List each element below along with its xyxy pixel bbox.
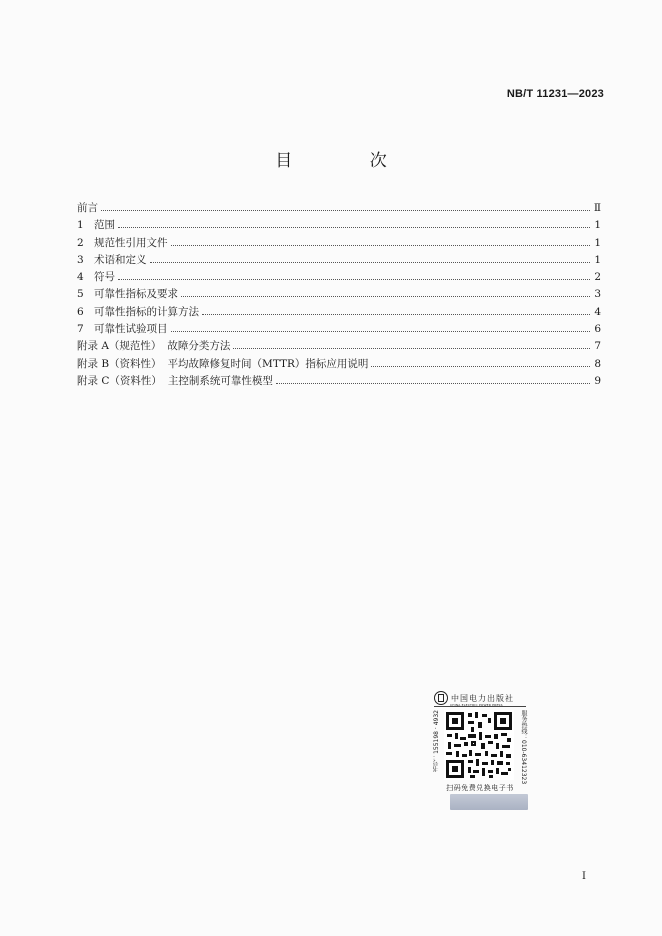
page-title: 目 次 <box>275 151 423 171</box>
toc-leader-dots <box>101 202 590 211</box>
toc-entry-page: 4 <box>594 305 601 318</box>
toc-entry-label: 主控制系统可靠性模型 <box>167 374 273 387</box>
toc-leader-dots <box>202 306 590 315</box>
toc-leader-dots <box>118 271 590 280</box>
publisher-name-en: CHINA ELECTRIC POWER PRESS <box>450 703 503 707</box>
publisher-logo-icon <box>434 691 448 705</box>
toc-entry-5[interactable] <box>77 286 601 303</box>
toc-entry-number: 附录 A（规范性） <box>77 340 162 353</box>
toc-entry-3[interactable] <box>77 252 601 269</box>
toc-leader-dots <box>233 340 590 349</box>
toc-leader-dots <box>118 219 590 228</box>
toc-leader-dots <box>171 323 591 332</box>
toc-leader-dots <box>181 288 590 297</box>
toc-entry-appendix-c[interactable] <box>77 373 601 390</box>
toc-entry-page: 8 <box>594 357 601 370</box>
toc-entry-page: 3 <box>594 288 601 301</box>
toc-entry-number: 7 <box>77 323 84 336</box>
toc-entry-label: 可靠性指标的计算方法 <box>94 305 199 318</box>
toc-leader-dots <box>371 358 590 367</box>
toc-entry-number: 附录 C（资料性） <box>77 374 162 387</box>
toc-entry-number: 附录 B（资料性） <box>77 357 162 370</box>
page-number: I <box>582 871 586 882</box>
hotline-text: 服务热线：010-63412323 <box>520 710 527 785</box>
toc-entry-4[interactable] <box>77 269 601 286</box>
toc-entry-label: 可靠性试验项目 <box>94 323 168 336</box>
scratch-code-panel[interactable] <box>450 794 528 810</box>
toc-entry-7[interactable] <box>77 321 601 338</box>
toc-entry-page: 6 <box>594 323 601 336</box>
isbn-text: 书号：155198 · 4932 <box>433 710 440 772</box>
toc-entry-label: 术语和定义 <box>94 253 147 266</box>
qr-caption: 扫码免费兑换电子书 <box>446 784 514 792</box>
toc-leader-dots <box>171 237 591 246</box>
toc-entry-number: 5 <box>77 288 84 301</box>
toc-entry-page: 1 <box>594 219 601 232</box>
toc-entry-page: Ⅱ <box>593 202 601 214</box>
toc-entry-page: 9 <box>594 374 601 387</box>
standard-code: NB/T 11231—2023 <box>506 88 604 100</box>
toc-entry-number: 1 <box>77 219 84 232</box>
toc-entry-page: 1 <box>594 236 601 249</box>
publisher-name: 中国电力出版社 <box>451 693 514 703</box>
table-of-contents <box>77 200 601 390</box>
toc-entry-number: 6 <box>77 305 84 318</box>
toc-entry-appendix-a[interactable] <box>77 338 601 355</box>
toc-entry-label: 范围 <box>94 219 115 232</box>
toc-entry-label: 规范性引用文件 <box>94 236 168 249</box>
toc-entry-number: 4 <box>77 271 84 284</box>
toc-entry-label: 符号 <box>94 271 115 284</box>
toc-leader-dots <box>150 254 591 263</box>
toc-entry-number: 2 <box>77 236 84 249</box>
toc-entry-page: 1 <box>594 253 601 266</box>
toc-entry-foreword[interactable] <box>77 200 601 217</box>
toc-entry-label: 可靠性指标及要求 <box>94 288 178 301</box>
toc-entry-6[interactable] <box>77 304 601 321</box>
toc-entry-label: 平均故障修复时间（MTTR）指标应用说明 <box>167 357 369 370</box>
toc-entry-page: 2 <box>594 271 601 284</box>
qr-code-icon[interactable] <box>444 710 514 780</box>
toc-entry-label: 故障分类方法 <box>167 340 231 353</box>
publisher-qr-sticker <box>432 690 528 812</box>
toc-entry-2[interactable] <box>77 235 601 252</box>
toc-entry-page: 7 <box>594 340 601 353</box>
toc-entry-1[interactable] <box>77 217 601 234</box>
toc-entry-number: 3 <box>77 253 84 266</box>
toc-entry-label: 前言 <box>77 202 98 214</box>
toc-entry-appendix-b[interactable] <box>77 356 601 373</box>
toc-leader-dots <box>276 375 590 384</box>
